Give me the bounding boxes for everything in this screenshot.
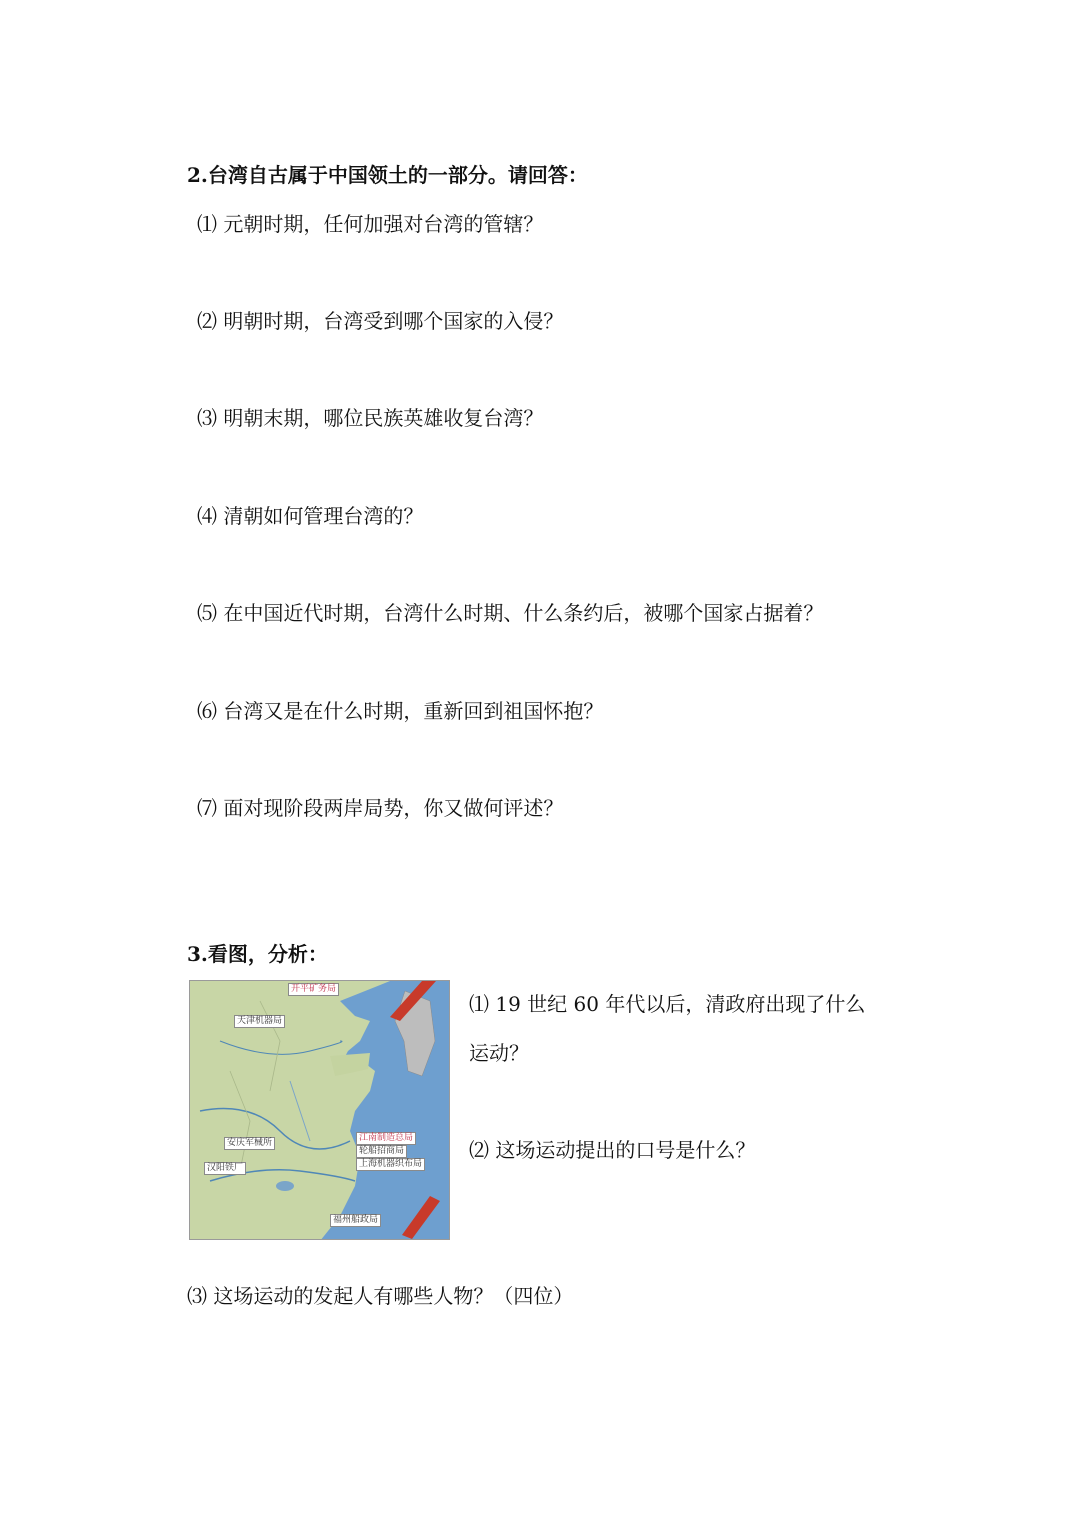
- map-label-jiangnan: 江南制造总局: [356, 1132, 416, 1145]
- map-graphic: [190, 981, 450, 1240]
- question-2-item-1: ⑴ 元朝时期，任何加强对台湾的管辖？: [197, 212, 544, 236]
- question-2-title: 2.台湾自古属于中国领土的一部分。请回答：: [187, 163, 588, 187]
- question-2-item-5: ⑸ 在中国近代时期，台湾什么时期、什么条约后，被哪个国家占据着？: [197, 601, 824, 625]
- map-label-kaiping: 开平矿务局: [288, 983, 339, 996]
- question-3-item-3: ⑶ 这场运动的发起人有哪些人物？（四位）: [187, 1284, 574, 1308]
- map-image: [189, 980, 450, 1240]
- question-2-item-3: ⑶ 明朝末期，哪位民族英雄收复台湾？: [197, 406, 544, 430]
- question-3-item-1-line-1: ⑴ 19 世纪 60 年代以后，清政府出现了什么: [469, 992, 866, 1016]
- map-label-tianjin: 天津机器局: [234, 1015, 285, 1028]
- map-label-hanyang: 汉阳铁厂: [204, 1162, 246, 1175]
- map-label-fuzhou: 福州船政局: [330, 1214, 381, 1227]
- question-2-item-7: ⑺ 面对现阶段两岸局势，你又做何评述？: [197, 796, 564, 820]
- map-label-anqing: 安庆军械所: [224, 1137, 275, 1150]
- question-3-title: 3.看图，分析：: [187, 942, 328, 966]
- question-2-item-6: ⑹ 台湾又是在什么时期，重新回到祖国怀抱？: [197, 699, 604, 723]
- map-label-shanghai-zhibu: 上海机器织布局: [356, 1158, 425, 1171]
- question-3-item-2: ⑵ 这场运动提出的口号是什么？: [469, 1138, 756, 1162]
- question-2-item-2: ⑵ 明朝时期，台湾受到哪个国家的入侵？: [197, 309, 564, 333]
- map-label-lunchuan: 轮船招商局: [356, 1145, 407, 1158]
- question-3-item-1-line-2: 运动？: [469, 1041, 529, 1065]
- question-2-item-4: ⑷ 清朝如何管理台湾的？: [197, 504, 424, 528]
